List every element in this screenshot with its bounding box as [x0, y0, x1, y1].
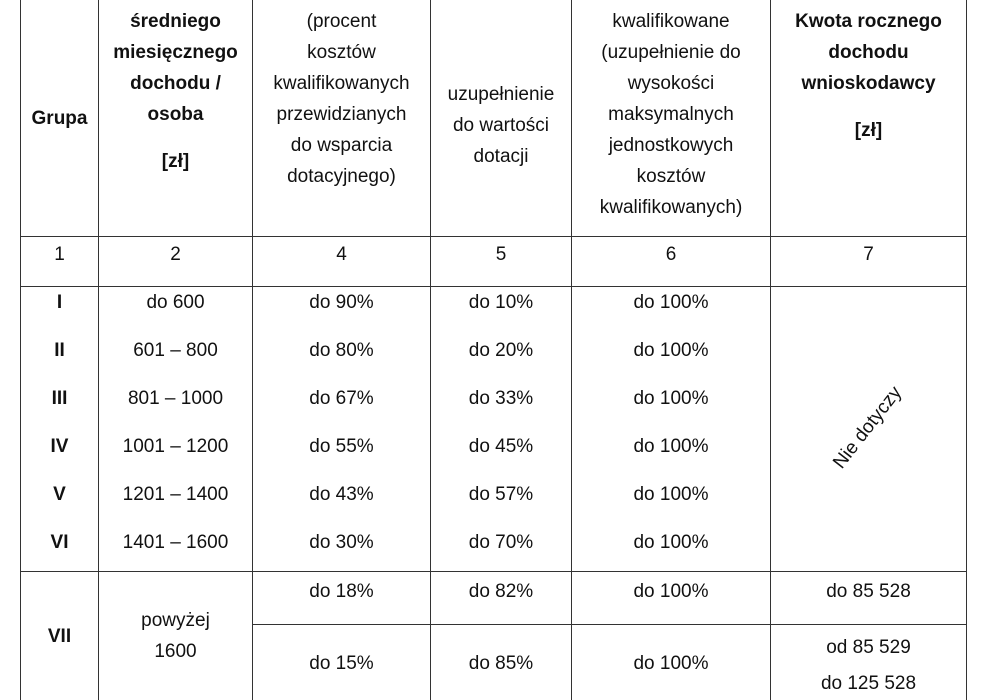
header-text: kwalifikowane: [612, 11, 730, 32]
column-number: 4: [336, 243, 347, 265]
header-text: do wsparcia: [290, 135, 393, 156]
annual-income: [771, 625, 966, 700]
group-label: VI: [50, 531, 69, 553]
cost-percent: do 80%: [309, 339, 374, 361]
qualified-percent: do 100%: [633, 339, 709, 361]
cost-percent: do 18%: [309, 580, 374, 602]
income-range: 801 – 1000: [127, 387, 224, 409]
header-text: kwalifikowanych): [599, 197, 743, 218]
supplement-percent: do 70%: [468, 531, 534, 553]
income-range: 1001 – 1200: [122, 435, 229, 457]
header-annual-income: [771, 0, 966, 236]
cost-percent: do 90%: [309, 291, 374, 313]
group-label: I: [56, 291, 63, 313]
qualified-percent: do 100%: [633, 291, 709, 313]
header-unit: [zł]: [854, 120, 883, 141]
group-label: III: [51, 387, 68, 409]
cost-percent: do 67%: [309, 387, 374, 409]
column-number: 2: [170, 243, 181, 265]
header-text: (uzupełnienie do: [601, 42, 741, 63]
cost-percent: do 43%: [309, 483, 374, 505]
header-text: Kwota rocznego: [795, 11, 942, 32]
header-text: uzupełnienie: [447, 83, 555, 105]
header-text: kosztów: [636, 166, 706, 187]
header-text: kosztów: [307, 42, 376, 63]
header-unit: [zł]: [161, 151, 190, 172]
annual-income-text: od 85 529: [826, 637, 911, 658]
header-text: kwalifikowanych: [273, 73, 410, 94]
supplement-percent: do 20%: [468, 339, 534, 361]
cost-percent: do 15%: [309, 652, 374, 674]
table-border-right: [966, 0, 967, 700]
header-income-per-person: [99, 0, 252, 236]
header-text: osoba: [147, 104, 204, 125]
supplement-percent: do 85%: [468, 652, 534, 674]
income-text: 1600: [154, 641, 197, 662]
qualified-percent: do 100%: [633, 652, 709, 674]
supplement-percent: do 45%: [468, 435, 534, 457]
header-text: średniego: [130, 11, 221, 32]
supplement-percent: do 33%: [468, 387, 534, 409]
group-label: V: [53, 483, 66, 505]
income-text: powyżej: [141, 610, 210, 631]
qualified-percent: do 100%: [633, 387, 709, 409]
column-number: 1: [54, 243, 65, 265]
group-label: IV: [50, 435, 69, 457]
qualified-percent: do 100%: [633, 531, 709, 553]
cost-percent: do 55%: [309, 435, 374, 457]
annual-income-text: do 125 528: [820, 673, 917, 694]
income-range: [99, 572, 252, 700]
header-text: przewidzianych: [276, 104, 407, 125]
header-text: do wartości: [452, 114, 550, 136]
annual-income: do 85 528: [826, 580, 911, 602]
header-text: (procent: [306, 11, 377, 32]
header-supplement: [431, 0, 571, 236]
header-text: jednostkowych: [608, 135, 734, 156]
qualified-percent: do 100%: [633, 435, 709, 457]
income-range: 601 – 800: [133, 339, 218, 361]
group-label: II: [54, 339, 65, 361]
supplement-percent: do 82%: [468, 580, 534, 602]
income-range: do 600: [146, 291, 205, 313]
column-number: 6: [665, 243, 677, 265]
income-range: 1201 – 1400: [122, 483, 229, 505]
header-grupa: Grupa: [31, 107, 88, 129]
header-text: dochodu /: [130, 73, 221, 94]
header-text: dotacyjnego): [287, 166, 396, 187]
header-text: wnioskodawcy: [801, 73, 936, 94]
column-number: 5: [495, 243, 507, 265]
cost-percent: do 30%: [309, 531, 374, 553]
income-range: 1401 – 1600: [122, 531, 229, 553]
header-cost-percent: [253, 0, 430, 236]
group-label: VII: [47, 625, 72, 647]
header-text: wysokości: [627, 73, 715, 94]
header-text: dochodu: [828, 42, 909, 63]
not-applicable-label: Nie dotyczy: [829, 382, 907, 473]
supplement-percent: do 10%: [468, 291, 534, 313]
header-text: dotacji: [473, 145, 529, 167]
qualified-percent: do 100%: [633, 580, 709, 602]
supplement-percent: do 57%: [468, 483, 534, 505]
header-text: miesięcznego: [113, 42, 238, 63]
column-number: 7: [863, 243, 874, 265]
header-text: maksymalnych: [608, 104, 734, 125]
header-qualified-costs: [572, 0, 770, 236]
qualified-percent: do 100%: [633, 483, 709, 505]
